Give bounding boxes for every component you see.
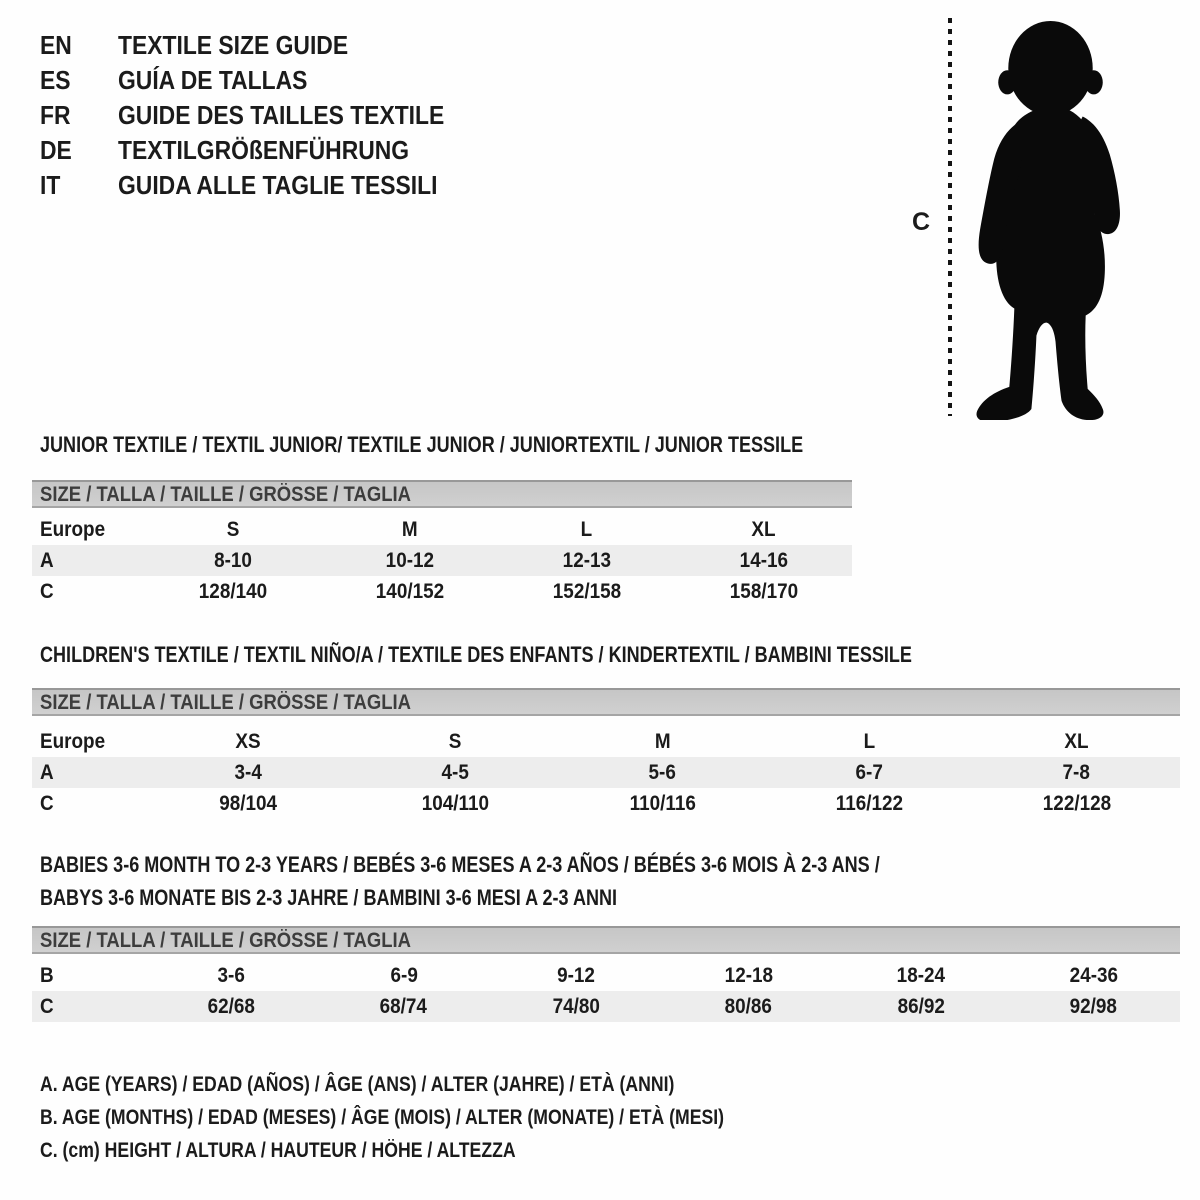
row-label: C [40,580,54,603]
lang-title: TEXTILGRÖßENFÜHRUNG [118,135,410,165]
row-label: A [40,761,54,784]
table-cell: 128/140 [199,580,268,603]
table-row [32,576,852,607]
table-cell: 86/92 [897,995,945,1018]
size-header-label: SIZE / TALLA / TAILLE / GRÖSSE / TAGLIA [40,929,411,952]
table-cell: XL [751,518,776,541]
table-cell: 24-36 [1069,964,1118,987]
legend [40,1068,854,1167]
table-row [32,991,1180,1022]
lang-code: ES [40,65,71,95]
table-row [32,545,852,576]
row-label: Europe [40,730,106,753]
table-cell: 6-7 [855,761,884,784]
table-cell: XL [1064,730,1089,753]
row-label: Europe [40,518,106,541]
lang-row-en [40,28,489,63]
size-header-label: SIZE / TALLA / TAILLE / GRÖSSE / TAGLIA [40,483,411,506]
size-header-bar [32,480,852,508]
table-cell: 104/110 [421,792,490,815]
table-cell: 3-4 [234,761,263,784]
toddler-silhouette-icon [962,18,1138,420]
table-cell: 74/80 [552,995,600,1018]
table-cell: 14-16 [739,549,788,572]
size-table [32,726,1180,819]
table-cell: 5-6 [648,761,677,784]
table-cell: 98/104 [219,792,278,815]
section-title [40,852,1064,918]
lang-row-es [40,63,489,98]
table-cell: S [449,730,462,753]
table-cell: 10-12 [385,549,435,572]
height-measure-label: C [912,208,931,236]
lang-row-it [40,168,489,203]
legend-line-b: B. AGE (MONTHS) / EDAD (MESES) / ÂGE (MOIS) / ALTER (MONATE) / ETÀ (MESI) [40,1106,725,1129]
lang-title: GUÍA DE TALLAS [118,65,308,95]
table-cell: 158/170 [729,580,798,603]
table-cell: 6-9 [390,964,418,987]
legend-line-c: C. (cm) HEIGHT / ALTURA / HAUTEUR / HÖHE / ALTEZZA [40,1139,516,1162]
table-cell: M [402,518,418,541]
section-title [40,642,1103,675]
lang-title: GUIDE DES TAILLES TEXTILE [118,100,445,130]
table-row [32,757,1180,788]
table-cell: 122/128 [1042,792,1111,815]
table-cell: M [654,730,671,753]
table-cell: 18-24 [897,964,946,987]
row-label: A [40,549,54,572]
section-title-line: JUNIOR TEXTILE / TEXTIL JUNIOR/ TEXTILE JUNIOR / JUNIORTEXTIL / JUNIOR TESSILE [40,432,804,457]
table-cell: L [581,518,593,541]
section-title-line: CHILDREN'S TEXTILE / TEXTIL NIÑO/A / TEXTILE DES ENFANTS / KINDERTEXTIL / BAMBINI TESSILE [40,642,912,667]
language-title-list [40,28,489,203]
height-measure-dashed-line [948,18,952,416]
lang-code: FR [40,100,71,130]
table-cell: L [863,730,876,753]
table-row [32,960,1180,991]
size-header-bar [32,688,1180,716]
table-cell: 80/86 [725,995,773,1018]
lang-title: TEXTILE SIZE GUIDE [118,30,349,60]
lang-code: IT [40,170,61,200]
size-table [32,960,1180,1022]
lang-row-fr [40,98,489,133]
table-cell: 9-12 [557,964,596,987]
table-cell: 4-5 [441,761,470,784]
table-cell: 12-13 [562,549,612,572]
lang-row-de [40,133,489,168]
row-label: B [40,964,54,987]
row-label: C [40,995,54,1018]
size-header-label: SIZE / TALLA / TAILLE / GRÖSSE / TAGLIA [40,691,411,714]
table-row [32,514,852,545]
size-header-bar [32,926,1180,954]
table-cell: 12-18 [724,964,773,987]
table-cell: 140/152 [375,580,445,603]
lang-code: DE [40,135,72,165]
section-title [40,432,971,465]
table-cell: 68/74 [380,995,428,1018]
table-cell: 3-6 [217,964,245,987]
table-cell: 110/116 [629,792,696,815]
table-cell: 7-8 [1062,761,1091,784]
table-cell: S [227,518,240,541]
table-cell: 8-10 [214,549,253,572]
table-cell: 152/158 [552,580,622,603]
lang-title: GUIDA ALLE TAGLIE TESSILI [118,170,438,200]
row-label: C [40,792,54,815]
legend-line-a: A. AGE (YEARS) / EDAD (AÑOS) / ÂGE (ANS) / ALTER (JAHRE) / ETÀ (ANNI) [40,1073,675,1096]
size-table [32,514,852,607]
table-cell: 116/122 [835,792,904,815]
lang-code: EN [40,30,72,60]
table-cell: 92/98 [1070,995,1118,1018]
section-title-line: BABIES 3-6 MONTH TO 2-3 YEARS / BEBÉS 3-6 MESES A 2-3 AÑOS / BÉBÉS 3-6 MOIS À 2-3 ANS / [40,852,880,877]
table-cell: 62/68 [207,995,255,1018]
table-row [32,788,1180,819]
table-cell: XS [235,730,262,753]
section-title-line: BABYS 3-6 MONATE BIS 2-3 JAHRE / BAMBINI 3-6 MESI A 2-3 ANNI [40,885,618,910]
table-row [32,726,1180,757]
